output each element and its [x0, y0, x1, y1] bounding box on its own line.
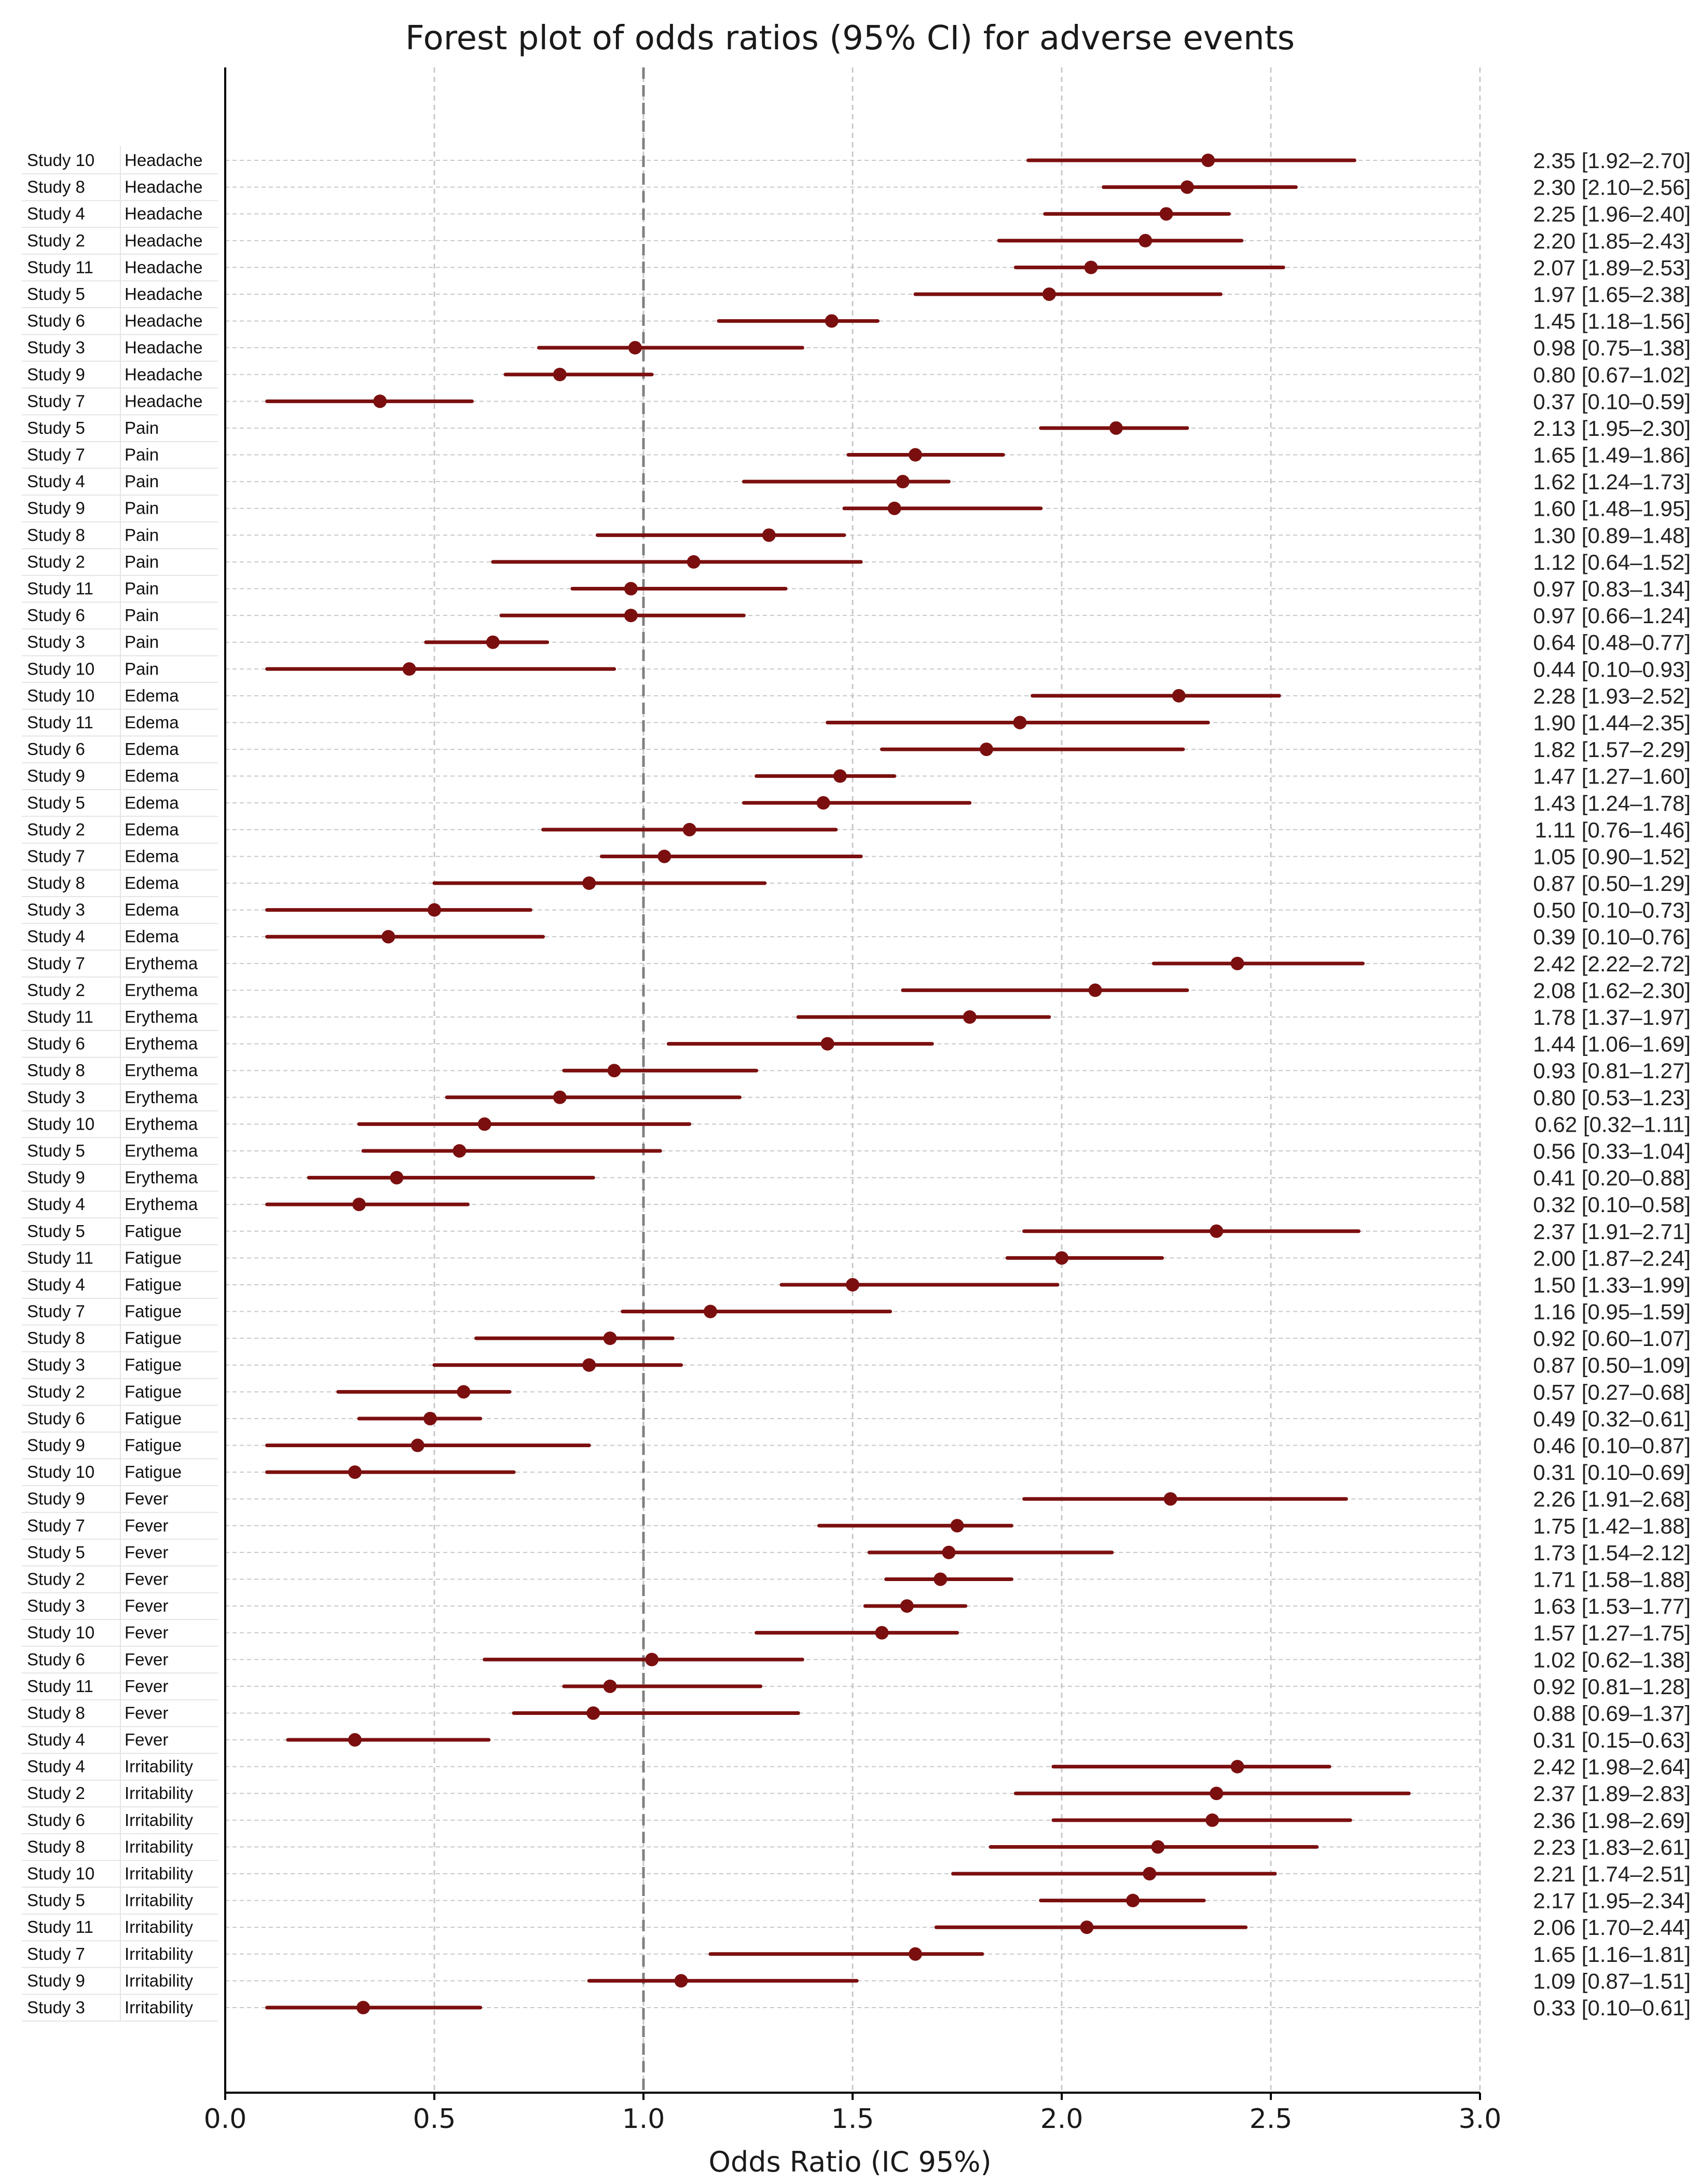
row-or-label: 0.39 [0.10–0.76]: [1533, 925, 1691, 950]
row-or-label: 2.42 [2.22–2.72]: [1533, 951, 1691, 976]
row-or-label: 0.92 [0.60–1.07]: [1533, 1326, 1691, 1351]
row-or-label: 1.47 [1.27–1.60]: [1533, 764, 1691, 789]
row-or-label: 0.41 [0.20–0.88]: [1533, 1165, 1691, 1190]
row-or-label: 0.98 [0.75–1.38]: [1533, 336, 1691, 361]
row-event-label: Fever: [125, 1703, 169, 1723]
row-study-label: Study 10: [27, 1864, 95, 1884]
or-point: [348, 1733, 362, 1747]
row-study-label: Study 7: [27, 1301, 85, 1321]
row-event-label: Pain: [125, 579, 159, 598]
row-event-label: Fatigue: [125, 1435, 182, 1455]
row-study-label: Study 7: [27, 445, 85, 464]
or-point: [963, 1010, 977, 1024]
or-point: [1160, 207, 1173, 221]
row-study-label: Study 3: [27, 1355, 85, 1375]
row-event-label: Headache: [125, 364, 203, 384]
or-point: [817, 796, 830, 809]
row-study-label: Study 3: [27, 338, 85, 358]
row-study-label: Study 5: [27, 1542, 85, 1562]
row-or-label: 1.05 [0.90–1.52]: [1533, 844, 1691, 869]
row-event-label: Edema: [125, 927, 179, 946]
row-event-label: Pain: [125, 445, 159, 464]
row-event-label: Pain: [125, 659, 159, 679]
row-study-label: Study 7: [27, 953, 85, 973]
row-or-label: 1.43 [1.24–1.78]: [1533, 791, 1691, 816]
row-event-label: Headache: [125, 230, 203, 250]
or-point: [657, 849, 671, 863]
or-point: [348, 1465, 362, 1479]
row-study-label: Study 9: [27, 1489, 85, 1508]
row-study-label: Study 9: [27, 1167, 85, 1187]
row-study-label: Study 5: [27, 284, 85, 304]
or-point: [352, 1198, 366, 1211]
or-point: [909, 1947, 922, 1961]
row-study-label: Study 9: [27, 1435, 85, 1455]
row-event-label: Fever: [125, 1676, 169, 1696]
row-or-label: 0.57 [0.27–0.68]: [1533, 1380, 1691, 1405]
or-point: [762, 528, 776, 542]
or-point: [1088, 983, 1102, 997]
row-event-label: Erythema: [125, 1087, 198, 1107]
row-event-label: Fever: [125, 1596, 169, 1616]
row-or-label: 0.56 [0.33–1.04]: [1533, 1138, 1691, 1163]
or-point: [390, 1171, 403, 1185]
x-tick-label: 1.5: [831, 2104, 874, 2135]
or-point: [453, 1144, 466, 1158]
row-or-label: 1.57 [1.27–1.75]: [1533, 1620, 1691, 1645]
row-event-label: Fatigue: [125, 1328, 182, 1348]
or-point: [628, 341, 642, 354]
row-or-label: 1.09 [0.87–1.51]: [1533, 1969, 1691, 1994]
or-point: [896, 475, 910, 488]
or-point: [582, 1358, 596, 1372]
row-or-label: 2.07 [1.89–2.53]: [1533, 255, 1691, 280]
row-or-label: 0.32 [0.10–0.58]: [1533, 1192, 1691, 1217]
row-or-label: 1.02 [0.62–1.38]: [1533, 1647, 1691, 1672]
row-study-label: Study 4: [27, 1194, 85, 1214]
or-point: [1139, 234, 1152, 248]
row-or-label: 2.37 [1.91–2.71]: [1533, 1219, 1691, 1244]
or-point: [1205, 1814, 1219, 1827]
row-event-label: Irritability: [125, 1864, 194, 1884]
x-axis-label: Odds Ratio (IC 95%): [708, 2146, 992, 2178]
row-event-label: Erythema: [125, 1114, 198, 1134]
row-event-label: Fever: [125, 1516, 169, 1535]
row-event-label: Edema: [125, 900, 179, 919]
row-study-label: Study 7: [27, 846, 85, 866]
row-or-label: 1.65 [1.16–1.81]: [1533, 1942, 1691, 1967]
row-event-label: Edema: [125, 873, 179, 893]
or-point: [381, 930, 395, 943]
row-or-label: 2.08 [1.62–2.30]: [1533, 978, 1691, 1003]
row-study-label: Study 4: [27, 204, 85, 224]
row-study-label: Study 3: [27, 1087, 85, 1107]
row-event-label: Irritability: [125, 1810, 194, 1830]
row-study-label: Study 6: [27, 1650, 85, 1669]
row-or-label: 2.42 [1.98–2.64]: [1533, 1754, 1691, 1779]
row-study-label: Study 4: [27, 1274, 85, 1294]
row-or-label: 0.87 [0.50–1.09]: [1533, 1353, 1691, 1378]
row-study-label: Study 2: [27, 1569, 85, 1589]
or-point: [553, 368, 567, 381]
row-or-label: 0.62 [0.32–1.11]: [1534, 1112, 1691, 1137]
or-point: [1143, 1867, 1156, 1880]
row-event-label: Headache: [125, 150, 203, 170]
row-or-label: 0.44 [0.10–0.93]: [1533, 657, 1691, 682]
row-study-label: Study 6: [27, 1408, 85, 1428]
row-or-label: 1.75 [1.42–1.88]: [1533, 1514, 1691, 1539]
row-study-label: Study 2: [27, 1783, 85, 1803]
row-event-label: Fever: [125, 1542, 169, 1562]
or-point: [951, 1519, 964, 1532]
or-point: [1210, 1787, 1223, 1800]
row-event-label: Pain: [125, 552, 159, 571]
or-point: [1055, 1251, 1068, 1265]
row-study-label: Study 11: [27, 1248, 93, 1268]
row-or-label: 0.80 [0.53–1.23]: [1533, 1085, 1691, 1110]
or-point: [486, 636, 500, 649]
row-or-label: 1.11 [0.76–1.46]: [1534, 817, 1691, 842]
or-point: [846, 1278, 859, 1292]
row-study-label: Study 11: [27, 579, 93, 598]
row-event-label: Fever: [125, 1489, 169, 1508]
row-event-label: Headache: [125, 391, 203, 411]
row-event-label: Fatigue: [125, 1274, 182, 1294]
row-or-label: 2.36 [1.98–2.69]: [1533, 1808, 1691, 1833]
row-or-label: 2.35 [1.92–2.70]: [1533, 148, 1691, 173]
or-point: [403, 662, 416, 676]
or-point: [1231, 957, 1244, 970]
row-or-label: 0.50 [0.10–0.73]: [1533, 898, 1691, 923]
row-study-label: Study 7: [27, 1944, 85, 1963]
or-point: [423, 1412, 437, 1425]
or-point: [373, 394, 387, 408]
row-or-label: 2.20 [1.85–2.43]: [1533, 228, 1691, 253]
row-event-label: Headache: [125, 284, 203, 304]
row-study-label: Study 11: [27, 1917, 93, 1937]
or-point: [1126, 1894, 1140, 1907]
row-study-label: Study 8: [27, 177, 85, 197]
row-or-label: 1.12 [0.64–1.52]: [1533, 550, 1691, 574]
row-study-label: Study 4: [27, 472, 85, 491]
or-point: [942, 1546, 955, 1559]
row-or-label: 1.16 [0.95–1.59]: [1533, 1299, 1691, 1324]
row-study-label: Study 2: [27, 552, 85, 571]
row-study-label: Study 3: [27, 1998, 85, 2017]
row-or-label: 0.31 [0.15–0.63]: [1533, 1728, 1691, 1753]
row-study-label: Study 8: [27, 1703, 85, 1723]
row-event-label: Headache: [125, 311, 203, 331]
or-point: [1151, 1840, 1164, 1853]
row-event-label: Pain: [125, 632, 159, 652]
or-point: [604, 1331, 617, 1345]
row-event-label: Irritability: [125, 1998, 194, 2017]
row-or-label: 0.31 [0.10–0.69]: [1533, 1460, 1691, 1485]
row-study-label: Study 7: [27, 391, 85, 411]
row-or-label: 1.30 [0.89–1.48]: [1533, 523, 1691, 548]
row-or-label: 1.78 [1.37–1.97]: [1533, 1005, 1691, 1030]
row-event-label: Edema: [125, 739, 179, 759]
row-event-label: Fatigue: [125, 1301, 182, 1321]
or-point: [357, 2001, 370, 2014]
row-study-label: Study 5: [27, 793, 85, 813]
row-event-label: Edema: [125, 766, 179, 786]
row-event-label: Edema: [125, 793, 179, 813]
row-event-label: Pain: [125, 472, 159, 491]
row-event-label: Fatigue: [125, 1221, 182, 1241]
row-study-label: Study 8: [27, 1837, 85, 1857]
row-event-label: Fatigue: [125, 1462, 182, 1482]
or-point: [604, 1680, 617, 1693]
row-study-label: Study 6: [27, 739, 85, 759]
x-tick-label: 0.0: [203, 2104, 247, 2135]
row-study-label: Study 6: [27, 606, 85, 625]
row-study-label: Study 5: [27, 418, 85, 437]
row-study-label: Study 10: [27, 659, 95, 679]
row-event-label: Irritability: [125, 1783, 194, 1803]
row-event-label: Fatigue: [125, 1355, 182, 1375]
or-point: [553, 1091, 567, 1104]
row-study-label: Study 7: [27, 1516, 85, 1535]
or-point: [624, 609, 638, 622]
or-point: [909, 448, 922, 462]
x-tick-label: 2.5: [1249, 2104, 1293, 2135]
or-point: [1080, 1920, 1093, 1934]
row-event-label: Edema: [125, 712, 179, 732]
row-or-label: 1.62 [1.24–1.73]: [1533, 470, 1691, 495]
row-event-label: Erythema: [125, 1034, 198, 1053]
row-event-label: Erythema: [125, 1061, 198, 1080]
row-event-label: Erythema: [125, 1194, 198, 1214]
or-point: [428, 903, 441, 917]
or-point: [934, 1572, 947, 1586]
row-study-label: Study 5: [27, 1141, 85, 1160]
row-study-label: Study 6: [27, 1034, 85, 1053]
or-point: [478, 1117, 491, 1131]
row-event-label: Edema: [125, 685, 179, 705]
row-or-label: 0.80 [0.67–1.02]: [1533, 362, 1691, 387]
row-study-label: Study 9: [27, 1971, 85, 1990]
or-point: [875, 1626, 888, 1640]
row-event-label: Irritability: [125, 1944, 194, 1963]
row-event-label: Fever: [125, 1650, 169, 1669]
row-or-label: 2.28 [1.93–2.52]: [1533, 683, 1691, 708]
row-event-label: Erythema: [125, 980, 198, 1000]
row-or-label: 0.97 [0.66–1.24]: [1533, 603, 1691, 628]
or-point: [1043, 287, 1056, 301]
row-or-label: 2.37 [1.89–2.83]: [1533, 1781, 1691, 1806]
row-study-label: Study 2: [27, 1382, 85, 1402]
row-or-label: 2.13 [1.95–2.30]: [1533, 416, 1691, 441]
row-study-label: Study 10: [27, 150, 95, 170]
row-event-label: Fatigue: [125, 1408, 182, 1428]
or-point: [411, 1439, 424, 1452]
row-study-label: Study 6: [27, 1810, 85, 1830]
row-study-label: Study 8: [27, 525, 85, 545]
row-or-label: 1.82 [1.57–2.29]: [1533, 737, 1691, 762]
row-or-label: 1.65 [1.49–1.86]: [1533, 443, 1691, 468]
row-study-label: Study 2: [27, 980, 85, 1000]
row-study-label: Study 8: [27, 1328, 85, 1348]
row-study-label: Study 11: [27, 712, 93, 732]
x-tick-label: 2.0: [1040, 2104, 1084, 2135]
row-or-label: 0.92 [0.81–1.28]: [1533, 1674, 1691, 1699]
row-or-label: 0.46 [0.10–0.87]: [1533, 1433, 1691, 1458]
row-event-label: Erythema: [125, 1141, 198, 1160]
row-event-label: Headache: [125, 338, 203, 358]
row-or-label: 1.90 [1.44–2.35]: [1533, 710, 1691, 735]
row-or-label: 1.73 [1.54–2.12]: [1533, 1540, 1691, 1565]
row-or-label: 0.33 [0.10–0.61]: [1533, 1996, 1691, 2020]
row-event-label: Erythema: [125, 953, 198, 973]
or-point: [1109, 421, 1123, 435]
or-point: [683, 823, 696, 836]
row-event-label: Irritability: [125, 1971, 194, 1990]
row-study-label: Study 4: [27, 1756, 85, 1776]
or-point: [1181, 181, 1194, 194]
row-or-label: 1.60 [1.48–1.95]: [1533, 496, 1691, 521]
row-or-label: 0.88 [0.69–1.37]: [1533, 1701, 1691, 1726]
or-point: [1210, 1225, 1223, 1238]
or-point: [900, 1599, 914, 1613]
row-study-label: Study 10: [27, 1114, 95, 1134]
row-study-label: Study 9: [27, 766, 85, 786]
or-point: [586, 1706, 600, 1720]
or-point: [687, 555, 701, 569]
row-or-label: 1.97 [1.65–2.38]: [1533, 282, 1691, 307]
row-or-label: 2.06 [1.70–2.44]: [1533, 1915, 1691, 1940]
row-or-label: 2.00 [1.87–2.24]: [1533, 1246, 1691, 1271]
row-or-label: 2.17 [1.95–2.34]: [1533, 1888, 1691, 1913]
row-event-label: Erythema: [125, 1007, 198, 1027]
row-event-label: Pain: [125, 418, 159, 437]
row-study-label: Study 11: [27, 1676, 93, 1696]
row-study-label: Study 3: [27, 632, 85, 652]
x-tick-label: 3.0: [1458, 2104, 1502, 2135]
or-point: [1172, 689, 1186, 703]
row-or-label: 2.30 [2.10–2.56]: [1533, 175, 1691, 200]
or-point: [1084, 260, 1098, 274]
row-or-label: 0.49 [0.32–0.61]: [1533, 1406, 1691, 1431]
row-event-label: Irritability: [125, 1837, 194, 1857]
row-study-label: Study 5: [27, 1221, 85, 1241]
row-study-label: Study 9: [27, 364, 85, 384]
row-event-label: Fatigue: [125, 1248, 182, 1268]
row-study-label: Study 4: [27, 927, 85, 946]
row-study-label: Study 3: [27, 1596, 85, 1616]
row-study-label: Study 8: [27, 1061, 85, 1080]
row-event-label: Irritability: [125, 1756, 194, 1776]
row-study-label: Study 5: [27, 1890, 85, 1910]
row-or-label: 2.25 [1.96–2.40]: [1533, 202, 1691, 227]
row-or-label: 2.21 [1.74–2.51]: [1533, 1862, 1691, 1887]
or-point: [1201, 154, 1215, 167]
row-event-label: Headache: [125, 204, 203, 224]
or-point: [624, 582, 638, 596]
row-event-label: Headache: [125, 257, 203, 277]
row-study-label: Study 6: [27, 311, 85, 331]
row-study-label: Study 9: [27, 498, 85, 518]
x-tick-label: 0.5: [413, 2104, 456, 2135]
row-study-label: Study 3: [27, 900, 85, 919]
row-study-label: Study 4: [27, 1730, 85, 1750]
or-point: [1164, 1492, 1177, 1506]
row-event-label: Edema: [125, 819, 179, 839]
or-point: [1231, 1760, 1244, 1774]
row-or-label: 1.45 [1.18–1.56]: [1533, 309, 1691, 334]
row-study-label: Study 10: [27, 685, 95, 705]
row-study-label: Study 2: [27, 230, 85, 250]
or-point: [980, 743, 993, 756]
or-point: [645, 1653, 659, 1666]
row-event-label: Fever: [125, 1623, 169, 1642]
row-event-label: Irritability: [125, 1917, 194, 1937]
row-event-label: Headache: [125, 177, 203, 197]
row-study-label: Study 2: [27, 819, 85, 839]
or-point: [582, 876, 596, 890]
row-study-label: Study 10: [27, 1462, 95, 1482]
row-study-label: Study 10: [27, 1623, 95, 1642]
row-or-label: 2.26 [1.91–2.68]: [1533, 1487, 1691, 1512]
row-event-label: Erythema: [125, 1167, 198, 1187]
row-or-label: 0.97 [0.83–1.34]: [1533, 576, 1691, 601]
row-or-label: 1.63 [1.53–1.77]: [1533, 1594, 1691, 1619]
row-or-label: 0.93 [0.81–1.27]: [1533, 1059, 1691, 1083]
or-point: [825, 314, 839, 328]
or-point: [675, 1974, 688, 1987]
row-event-label: Edema: [125, 846, 179, 866]
row-or-label: 1.44 [1.06–1.69]: [1533, 1032, 1691, 1056]
or-point: [457, 1385, 470, 1398]
row-study-label: Study 11: [27, 257, 93, 277]
row-event-label: Fatigue: [125, 1382, 182, 1402]
or-point: [888, 502, 901, 515]
row-or-label: 0.37 [0.10–0.59]: [1533, 389, 1691, 414]
row-or-label: 0.64 [0.48–0.77]: [1533, 630, 1691, 655]
row-study-label: Study 8: [27, 873, 85, 893]
x-tick-label: 1.0: [622, 2104, 665, 2135]
row-or-label: 1.71 [1.58–1.88]: [1533, 1567, 1691, 1592]
row-event-label: Pain: [125, 525, 159, 545]
row-or-label: 0.87 [0.50–1.29]: [1533, 871, 1691, 896]
row-event-label: Fever: [125, 1569, 169, 1589]
row-or-label: 2.23 [1.83–2.61]: [1533, 1835, 1691, 1860]
or-point: [608, 1064, 621, 1077]
chart-title: Forest plot of odds ratios (95% CI) for adverse events: [405, 19, 1295, 58]
or-point: [1013, 716, 1026, 729]
row-event-label: Pain: [125, 498, 159, 518]
row-or-label: 1.50 [1.33–1.99]: [1533, 1272, 1691, 1297]
row-event-label: Pain: [125, 606, 159, 625]
row-study-label: Study 11: [27, 1007, 93, 1027]
or-point: [704, 1305, 717, 1318]
or-point: [833, 770, 847, 783]
row-event-label: Fever: [125, 1730, 169, 1750]
row-event-label: Irritability: [125, 1890, 194, 1910]
or-point: [821, 1037, 834, 1051]
